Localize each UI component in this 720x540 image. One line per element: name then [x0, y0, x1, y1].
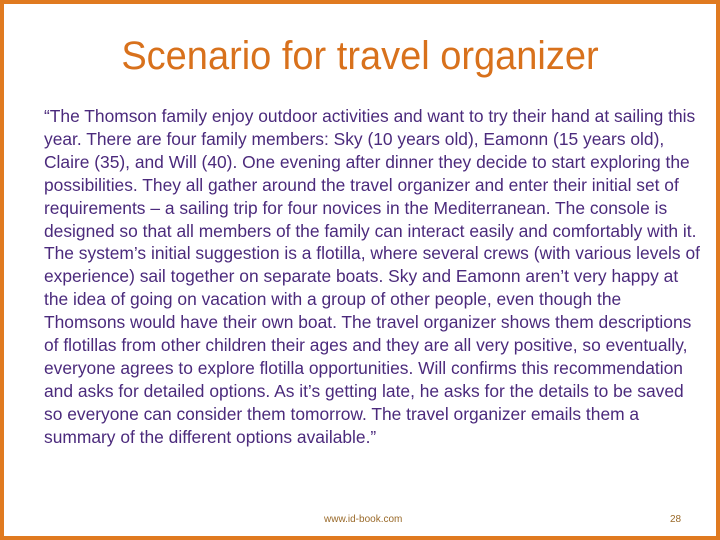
footer-url: www.id-book.com — [324, 514, 403, 525]
slide-title: Scenario for travel organizer — [121, 34, 599, 78]
page-number: 28 — [670, 514, 682, 525]
scenario-text: “The Thomson family enjoy outdoor activities and want to try their hand at sailing this year. There are four family members: Sky (10 years old), Eamonn (15 years old), Claire (35), and Will (40). One evening after dinner they decide to start exploring the possibilities. They all gather around the travel organizer and enter their initial set of requirements – a sailing trip for four novices in the Mediterranean. The console is designed so that all members of the family can interact easily and comfortably with it. The system’s initial suggestion is a flotilla, where several crews (with various levels of experience) sail together on separate boats. Sky and Eamonn aren’t very happy at the idea of going on vacation with a group of other people, even though the Thomsons would have their own boat. The travel organizer shows them descriptions of flotillas from other children their ages and they are all very positive, so eventually, everyone agrees to explore flotilla opportunities. Will confirms this recommendation and asks for detailed options. As it’s getting late, he asks for the details to be saved so everyone can consider them tomorrow. The travel organizer emails them a summary of the different options available.” — [44, 106, 700, 447]
